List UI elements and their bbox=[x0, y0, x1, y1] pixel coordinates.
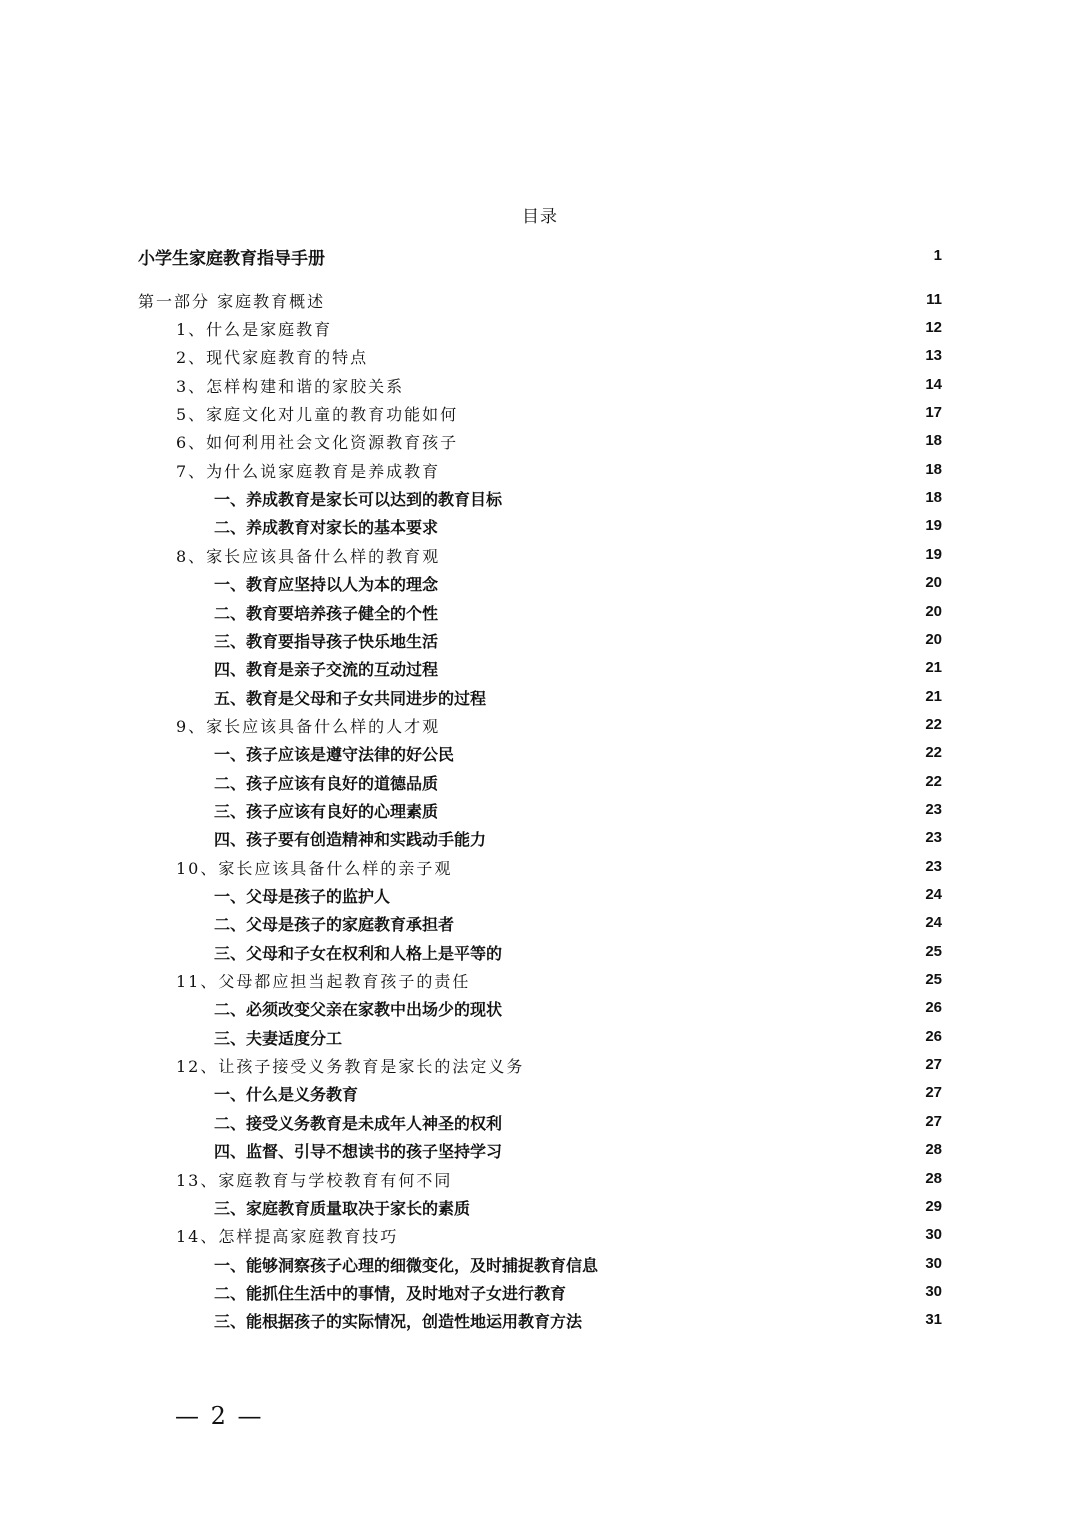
toc-entry-page: 30 bbox=[925, 1254, 942, 1272]
toc-entry-page: 14 bbox=[925, 375, 942, 393]
toc-entry-page: 27 bbox=[925, 1112, 942, 1130]
toc-entry-label: 二、必须改变父亲在家教中出场少的现状 bbox=[214, 1000, 503, 1020]
toc-entry-page: 26 bbox=[925, 999, 942, 1017]
toc-entry-page: 24 bbox=[925, 914, 942, 932]
toc-entry-page: 20 bbox=[925, 630, 942, 648]
toc-entry bbox=[0, 598, 1080, 626]
toc-entry-page: 23 bbox=[925, 800, 942, 818]
toc-entry-label: 一、养成教育是家长可以达到的教育目标 bbox=[214, 490, 503, 510]
toc-entry-page: 28 bbox=[925, 1141, 942, 1159]
toc-entry-label: 一、教育应坚持以人为本的理念 bbox=[214, 575, 439, 595]
toc-entry-label: 三、夫妻适度分工 bbox=[214, 1028, 343, 1048]
toc-entry-page: 1 bbox=[933, 247, 942, 264]
toc-entry-label: 10、家长应该具备什么样的亲子观 bbox=[176, 858, 453, 878]
toc-entry bbox=[0, 484, 1080, 512]
toc-entry-label: 二、养成教育对家长的基本要求 bbox=[214, 518, 439, 538]
toc-entry-page: 28 bbox=[925, 1169, 942, 1187]
toc-entry-label: 12、让孩子接受义务教育是家长的法定义务 bbox=[176, 1057, 525, 1077]
toc-entry-page: 29 bbox=[925, 1197, 942, 1215]
toc-entry-label: 四、教育是亲子交流的互动过程 bbox=[214, 660, 439, 680]
toc-entry-page: 26 bbox=[925, 1027, 942, 1045]
toc-entry bbox=[0, 541, 1080, 569]
page-number: — 2 — bbox=[175, 1402, 264, 1430]
toc-entry-page: 11 bbox=[926, 291, 942, 308]
toc-entry-label: 8、家长应该具备什么样的教育观 bbox=[176, 546, 441, 566]
toc-entry bbox=[0, 881, 1080, 909]
toc-entry-label: 四、孩子要有创造精神和实践动手能力 bbox=[214, 830, 487, 850]
toc-entry-label: 一、什么是义务教育 bbox=[214, 1085, 359, 1105]
toc-entry-label: 二、能抓住生活中的事情，及时地对子女进行教育 bbox=[214, 1283, 567, 1303]
toc-entry-label: 一、孩子应该是遵守法律的好公民 bbox=[214, 745, 455, 765]
toc-entry bbox=[0, 683, 1080, 711]
toc-entry bbox=[0, 456, 1080, 484]
toc-title: 目录 bbox=[522, 207, 558, 227]
toc-entry-page: 22 bbox=[925, 772, 942, 790]
toc-entry-label: 7、为什么说家庭教育是养成教育 bbox=[176, 461, 441, 481]
toc-entry-label: 5、家庭文化对儿童的教育功能如何 bbox=[176, 405, 459, 425]
toc-entry-page: 27 bbox=[925, 1056, 942, 1074]
toc-entry-page: 20 bbox=[925, 602, 942, 620]
toc-entry bbox=[0, 371, 1080, 399]
toc-entry-page: 23 bbox=[925, 829, 942, 847]
toc-entry-page: 18 bbox=[925, 432, 942, 450]
toc-entry bbox=[0, 314, 1080, 342]
toc-entry-label: 五、教育是父母和子女共同进步的过程 bbox=[214, 688, 487, 708]
toc-entry-page: 18 bbox=[925, 460, 942, 478]
toc-entry-page: 21 bbox=[925, 687, 942, 705]
toc-entry-page: 20 bbox=[925, 574, 942, 592]
toc-entry-page: 25 bbox=[925, 971, 942, 989]
toc-entry-label: 二、教育要培养孩子健全的个性 bbox=[214, 603, 439, 623]
toc-entry-page: 31 bbox=[925, 1311, 942, 1329]
toc-entry-page: 27 bbox=[925, 1084, 942, 1102]
toc-entry-page: 21 bbox=[925, 659, 942, 677]
toc-entry bbox=[0, 824, 1080, 852]
toc-entry-label: 3、怎样构建和谐的家胶关系 bbox=[176, 376, 405, 396]
toc-entry bbox=[0, 626, 1080, 654]
toc-entry bbox=[0, 512, 1080, 540]
toc-entry bbox=[0, 796, 1080, 824]
toc-entry-label: 三、孩子应该有良好的心理素质 bbox=[214, 801, 439, 821]
toc-entry-page: 19 bbox=[925, 517, 942, 535]
toc-entry bbox=[0, 342, 1080, 370]
toc-entry-label: 14、怎样提高家庭教育技巧 bbox=[176, 1227, 399, 1247]
toc-entry-page: 30 bbox=[925, 1282, 942, 1300]
toc-entry-page: 13 bbox=[925, 347, 942, 365]
toc-entry bbox=[0, 711, 1080, 739]
toc-entry bbox=[0, 1193, 1080, 1221]
toc-entry bbox=[0, 994, 1080, 1022]
toc-entry-page: 30 bbox=[925, 1226, 942, 1244]
toc-entry-page: 12 bbox=[925, 319, 942, 336]
toc-entry-label: 11、父母都应担当起教育孩子的责任 bbox=[176, 972, 471, 992]
toc-entry bbox=[0, 966, 1080, 994]
toc-entry bbox=[0, 1306, 1080, 1334]
toc-entry bbox=[0, 909, 1080, 937]
toc-entry-page: 25 bbox=[925, 942, 942, 960]
toc-entry bbox=[0, 1278, 1080, 1306]
toc-entry-label: 三、能根据孩子的实际情况，创造性地运用教育方法 bbox=[214, 1312, 583, 1332]
toc-entry bbox=[0, 569, 1080, 597]
toc-entry bbox=[0, 938, 1080, 966]
toc-entry bbox=[0, 1023, 1080, 1051]
toc-entry-label: 2、现代家庭教育的特点 bbox=[176, 348, 369, 368]
toc-entry bbox=[0, 242, 1080, 270]
toc-entry-label: 四、监督、引导不想读书的孩子坚持学习 bbox=[214, 1142, 503, 1162]
toc-entry-label: 三、家庭教育质量取决于家长的素质 bbox=[214, 1198, 471, 1218]
toc-entry-label: 三、教育要指导孩子快乐地生活 bbox=[214, 631, 439, 651]
toc-entry bbox=[0, 853, 1080, 881]
toc-entry-label: 小学生家庭教育指导手册 bbox=[138, 249, 325, 269]
toc-entry-label: 一、能够洞察孩子心理的细微变化，及时捕捉教育信息 bbox=[214, 1255, 599, 1275]
toc-entry bbox=[0, 1108, 1080, 1136]
toc-entry bbox=[0, 1221, 1080, 1249]
toc-entry-label: 二、父母是孩子的家庭教育承担者 bbox=[214, 915, 455, 935]
toc-entry bbox=[0, 427, 1080, 455]
toc-entry-label: 9、家长应该具备什么样的人才观 bbox=[176, 716, 441, 736]
toc-entry bbox=[0, 654, 1080, 682]
toc-entry bbox=[0, 1165, 1080, 1193]
toc-entry-label: 二、接受义务教育是未成年人神圣的权利 bbox=[214, 1113, 503, 1133]
toc-entry bbox=[0, 399, 1080, 427]
toc-entry-page: 22 bbox=[925, 744, 942, 762]
toc-entry-page: 17 bbox=[925, 404, 942, 422]
toc-entry bbox=[0, 286, 1080, 314]
toc-entry-page: 22 bbox=[925, 715, 942, 733]
toc-entry bbox=[0, 1136, 1080, 1164]
toc-entry bbox=[0, 1051, 1080, 1079]
toc-entry-label: 13、家庭教育与学校教育有何不同 bbox=[176, 1170, 453, 1190]
toc-entry-page: 23 bbox=[925, 857, 942, 875]
toc-entry bbox=[0, 739, 1080, 767]
toc-entry-page: 19 bbox=[925, 545, 942, 563]
toc-entry-label: 三、父母和子女在权利和人格上是平等的 bbox=[214, 943, 503, 963]
toc-entry-label: 1、什么是家庭教育 bbox=[176, 320, 333, 339]
toc-entry bbox=[0, 1079, 1080, 1107]
toc-entry-label: 一、父母是孩子的监护人 bbox=[214, 887, 391, 906]
toc-entry-page: 24 bbox=[925, 886, 942, 903]
toc-entry bbox=[0, 768, 1080, 796]
toc-entry bbox=[0, 1250, 1080, 1278]
toc-entry-label: 第一部分 家庭教育概述 bbox=[138, 292, 326, 311]
toc-entry-page: 18 bbox=[925, 489, 942, 507]
toc-entry-label: 二、孩子应该有良好的道德品质 bbox=[214, 773, 439, 793]
toc-entry-label: 6、如何利用社会文化资源教育孩子 bbox=[176, 433, 459, 453]
